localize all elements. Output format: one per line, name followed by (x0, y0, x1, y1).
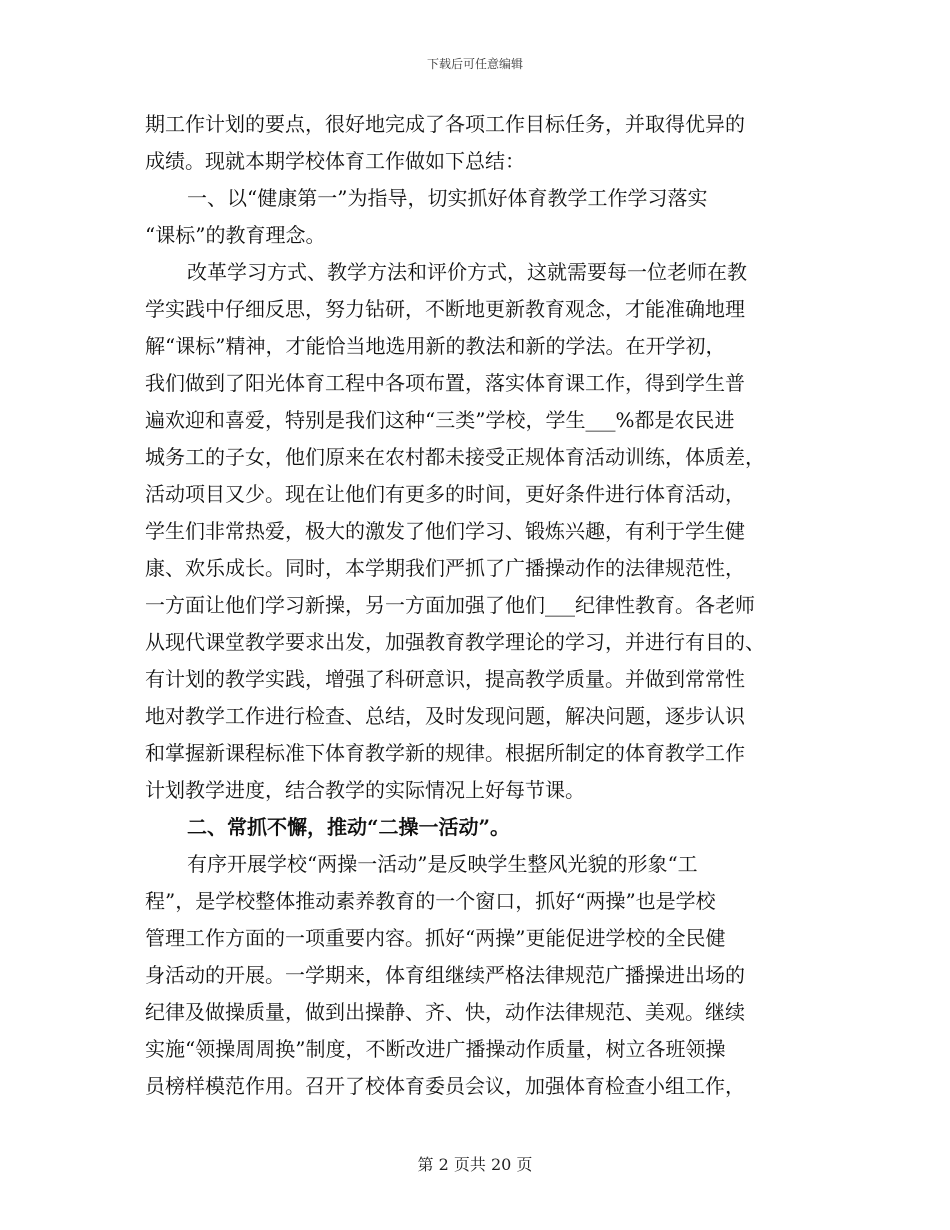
text-line: 遍欢迎和喜爱，特别是我们这种“三类”学校，学生___%都是农民进 (145, 408, 735, 432)
text-line: 成绩。现就本期学校体育工作做如下总结： (145, 149, 525, 173)
text-line: “课标”的教育理念。 (145, 223, 326, 247)
body-text (145, 106, 805, 1105)
section-heading: 二、常抓不懈，推动“二操一活动”。 (187, 815, 511, 839)
text-line: 实施“领操周周换”制度，不断改进广播操动作质量，树立各班领操 (145, 1037, 726, 1061)
text-line: 和掌握新课程标准下体育教学新的规律。根据所制定的体育教学工作 (145, 741, 745, 765)
page-header: 下载后可任意编辑 (426, 57, 523, 71)
text-line: 程”，是学校整体推动素养教育的一个窗口，抓好“两操”也是学校 (145, 889, 716, 913)
text-line: 期工作计划的要点，很好地完成了各项工作目标任务，并取得优异的 (145, 112, 745, 136)
text-line: 有计划的教学实践，增强了科研意识，提高教学质量。并做到常常性 (145, 667, 745, 691)
text-line: 城务工的子女，他们原来在农村都未接受正规体育活动训练，体质差， (145, 445, 765, 469)
text-line: 一、以“健康第一”为指导，切实抓好体育教学工作学习落实 (187, 186, 708, 210)
text-line: 身活动的开展。一学期来，体育组继续严格法律规范广播操进出场的 (145, 963, 745, 987)
page-footer: 第 2 页共 20 页 (417, 1155, 533, 1174)
text-line: 解“课标”精神，才能恰当地选用新的教法和新的学法。在开学初， (145, 334, 726, 358)
text-line: 我们做到了阳光体育工程中各项布置，落实体育课工作，得到学生普 (145, 371, 745, 395)
text-line: 改革学习方式、教学方法和评价方式，这就需要每一位老师在教 (187, 260, 747, 284)
text-line: 学生们非常热爱，极大的激发了他们学习、锻炼兴趣，有利于学生健 (145, 519, 745, 543)
text-line: 计划教学进度，结合教学的实际情况上好每节课。 (145, 778, 585, 802)
text-line: 有序开展学校“两操一活动”是反映学生整风光貌的形象“工 (187, 852, 698, 876)
text-line: 从现代课堂教学要求出发，加强教育教学理论的学习，并进行有目的、 (145, 630, 765, 654)
text-line: 管理工作方面的一项重要内容。抓好“两操”更能促进学校的全民健 (145, 926, 726, 950)
text-line: 学实践中仔细反思，努力钻研，不断地更新教育观念，才能准确地理 (145, 297, 745, 321)
text-line: 地对教学工作进行检查、总结，及时发现问题，解决问题，逐步认识 (145, 704, 745, 728)
text-line: 一方面让他们学习新操，另一方面加强了他们___纪律性教育。各老师 (145, 593, 755, 617)
text-line: 康、欢乐成长。同时，本学期我们严抓了广播操动作的法律规范性， (145, 556, 745, 580)
text-line: 活动项目又少。现在让他们有更多的时间，更好条件进行体育活动， (145, 482, 745, 506)
text-line: 纪律及做操质量，做到出操静、齐、快，动作法律规范、美观。继续 (145, 1000, 745, 1024)
text-line: 员榜样模范作用。召开了校体育委员会议，加强体育检查小组工作， (145, 1074, 745, 1098)
